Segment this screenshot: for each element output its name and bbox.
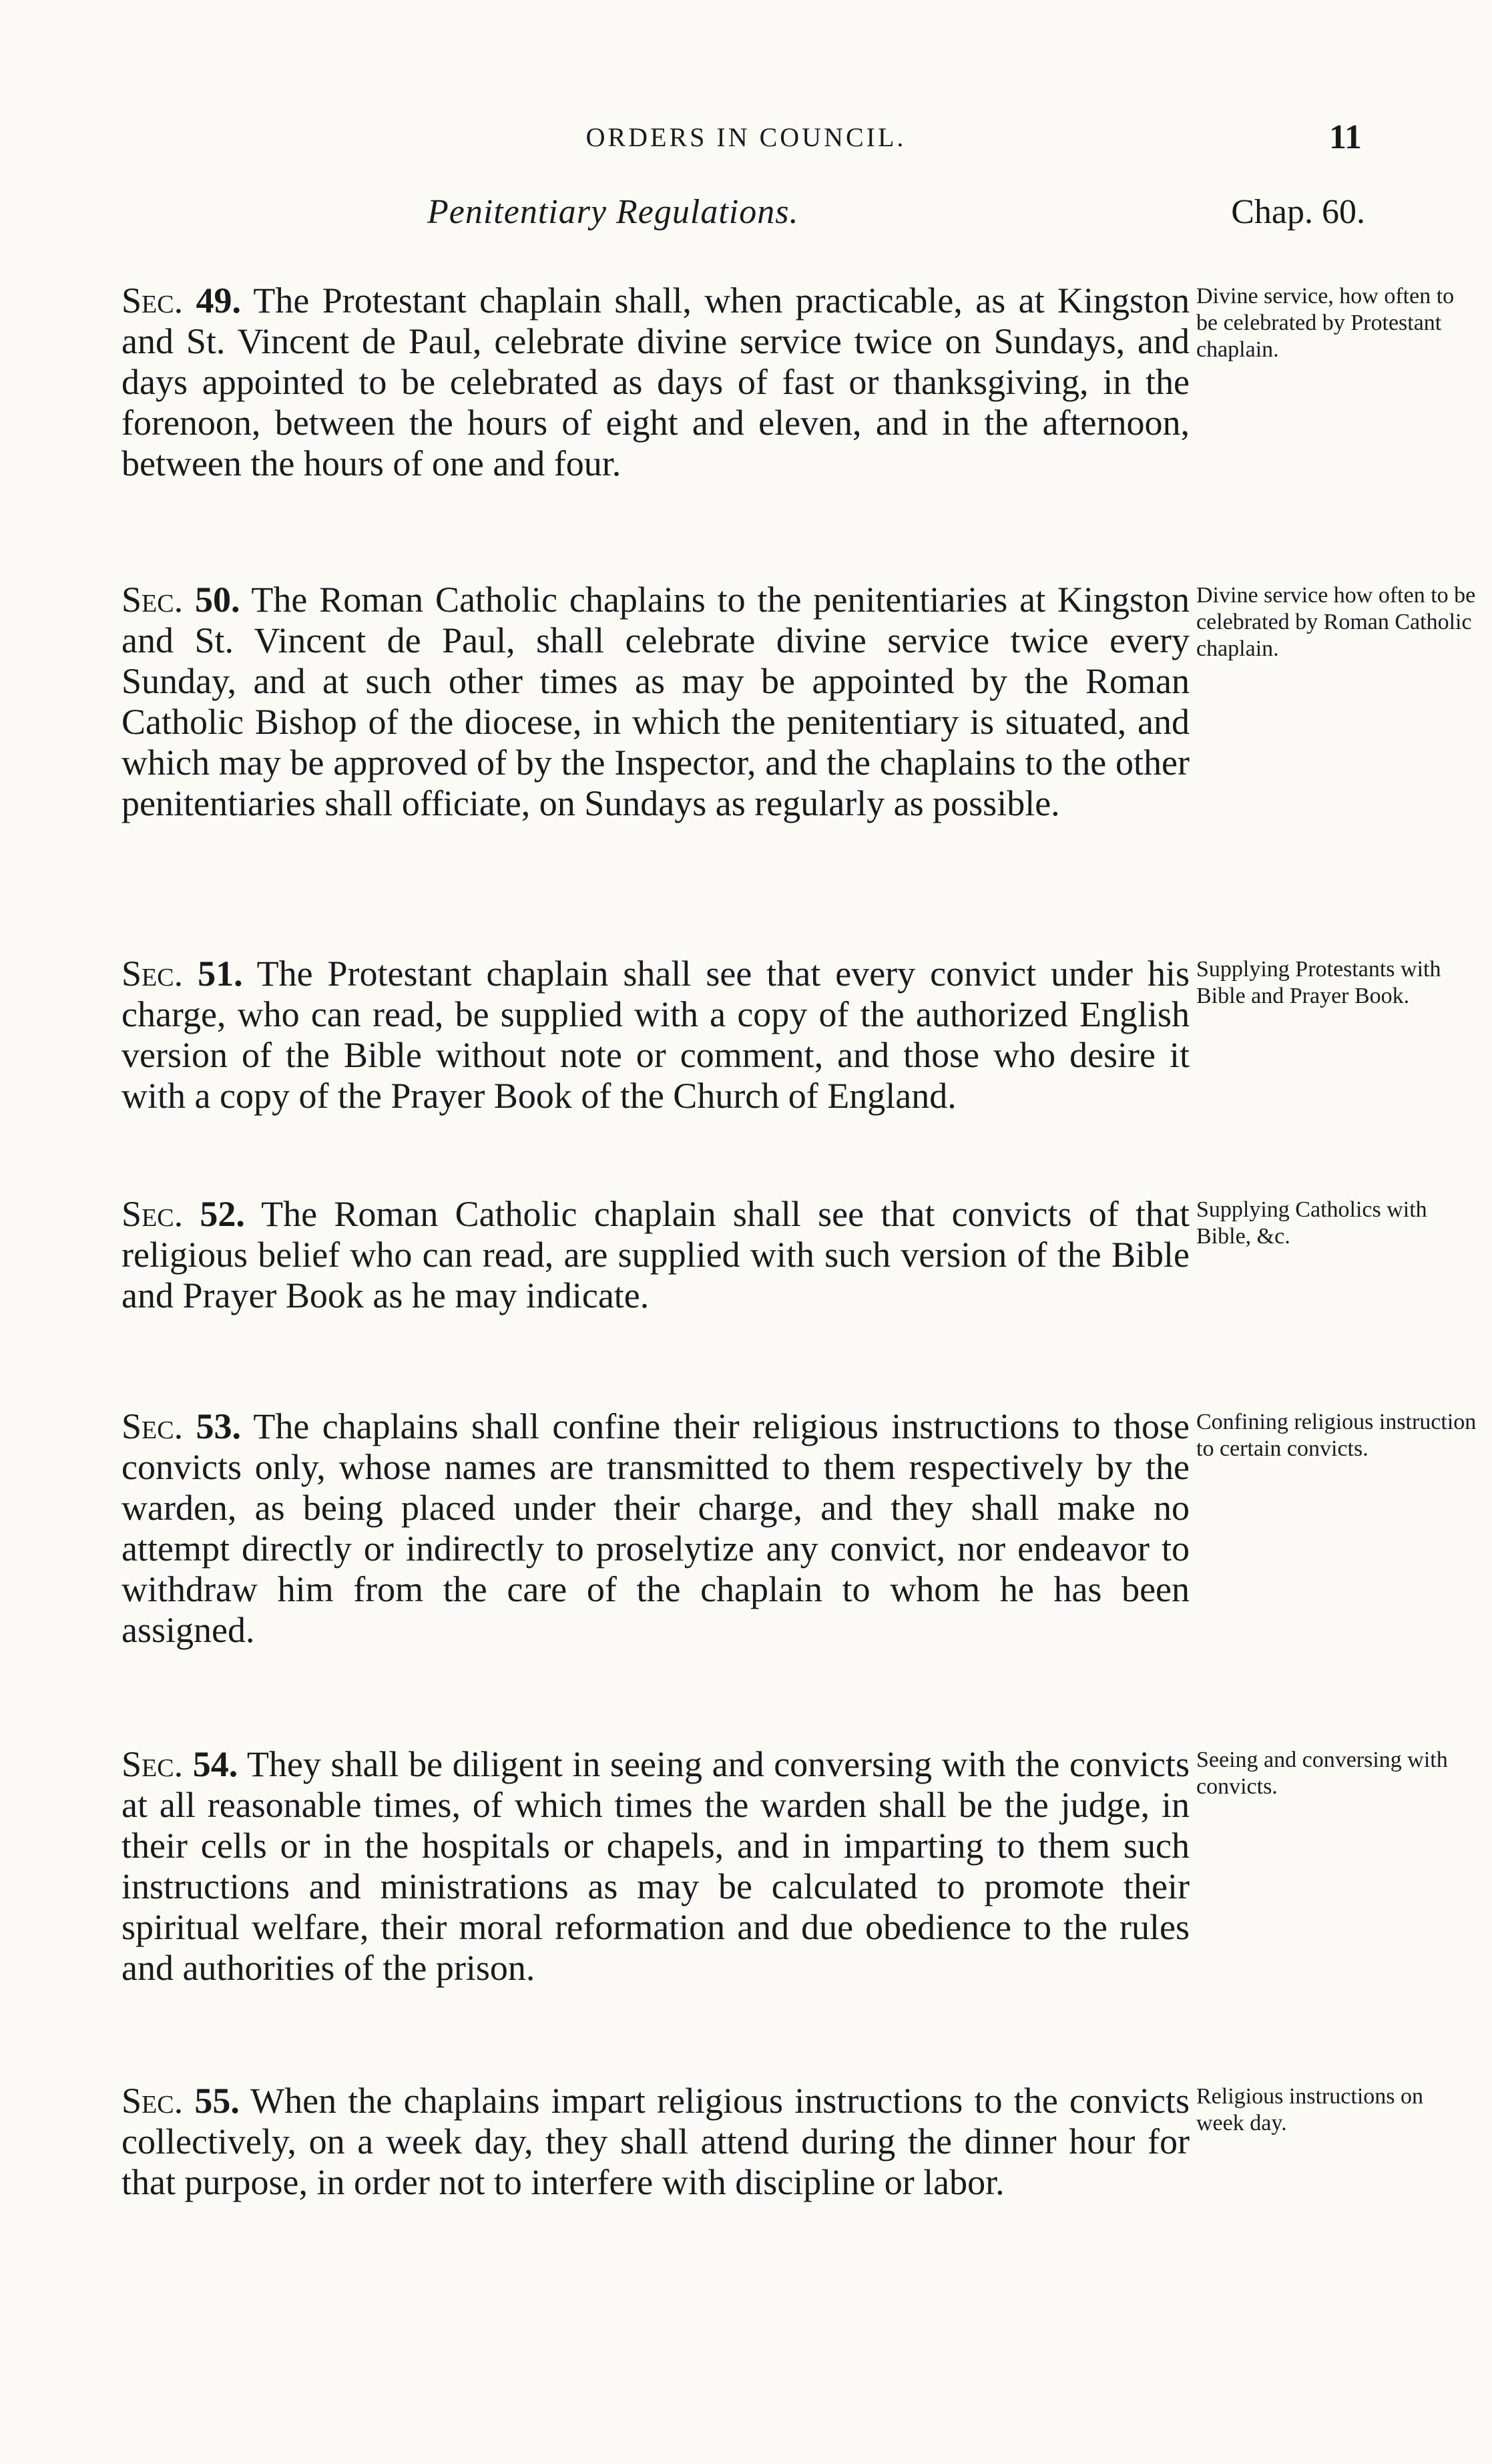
section-text: The chaplains shall confine their religious instructions to those convicts only, whose names are transmitted to them respectively by the warden, as being placed under their charge, and they shall make no attempt directly or indirectly to proselytize any convict, nor endeavor to withdraw him from the care of the chaplain to whom he has been assigned. xyxy=(121,1406,1190,1650)
margin-note: Confining religious instruction to certain convicts. xyxy=(1196,1410,1477,1461)
section-label: Sec. xyxy=(121,580,184,620)
margin-note: Supplying Protestants with Bible and Prayer Book. xyxy=(1196,957,1441,1008)
section-number: 49. xyxy=(196,280,241,321)
section-label: Sec. xyxy=(121,2081,184,2121)
section-number: 52. xyxy=(200,1194,245,1234)
section-text: The Protestant chaplain shall see that every convict under his charge, who can read, be supplied with a copy of the authorized English version of the Bible without note or comment, and those who desire it with a copy of the Prayer Book of the Church of England. xyxy=(121,954,1190,1116)
section-body xyxy=(121,1406,1190,1651)
running-head xyxy=(0,118,1492,162)
section-body xyxy=(121,580,1190,824)
section-body xyxy=(121,2081,1190,2203)
margin-note: Divine service, how often to be celebrated by Protestant chaplain. xyxy=(1196,284,1455,362)
section-body xyxy=(121,954,1190,1116)
section-number: 54. xyxy=(192,1744,238,1784)
section-label: Sec. xyxy=(121,954,184,994)
subheading xyxy=(0,192,1492,239)
section-body xyxy=(121,280,1190,484)
section-text: The Protestant chaplain shall, when practicable, as at Kingston and St. Vincent de Paul, celebrate divine service twice on Sundays, and days appointed to be celebrated as days of fast or thanksgiving, in the forenoon, between the hours of eight and eleven, and in the afternoon, between the hours of one and four. xyxy=(121,280,1190,483)
section-subtitle: Penitentiary Regulations. xyxy=(427,193,799,231)
running-title: ORDERS IN COUNCIL. xyxy=(585,122,907,152)
section-number: 50. xyxy=(194,580,240,620)
margin-note: Divine service how often to be celebrated by Roman Catholic chaplain. xyxy=(1196,583,1476,661)
margin-note: Supplying Catholics with Bible, &c. xyxy=(1196,1197,1427,1249)
section-number: 55. xyxy=(194,2081,240,2121)
chapter-label: Chap. 60. xyxy=(1231,193,1365,231)
section-number: 53. xyxy=(196,1406,241,1446)
section-body xyxy=(121,1744,1190,1989)
section-text: The Roman Catholic chaplains to the penitentiaries at Kingston and St. Vincent de Paul, shall celebrate divine service twice every Sunday, and at such other times as may be appointed by the Roman Catholic Bishop of the diocese, in which the penitentiary is situated, and which may be approved of by the Inspector, and the chaplains to the other penitentiaries shall officiate, on Sundays as regularly as possible. xyxy=(121,580,1190,823)
margin-note: Seeing and conversing with convicts. xyxy=(1196,1748,1448,1799)
section-text: When the chaplains impart religious instructions to the convicts collectively, on a week day, they shall attend during the dinner hour for that purpose, in order not to interfere with discipline or labor. xyxy=(121,2081,1190,2202)
section-label: Sec. xyxy=(121,1744,184,1784)
page-number: 11 xyxy=(1328,118,1362,156)
section-label: Sec. xyxy=(121,1194,184,1234)
section-label: Sec. xyxy=(121,1406,184,1446)
section-text: They shall be diligent in seeing and conversing with the convicts at all reasonable times, of which times the warden shall be the judge, in their cells or in the hospitals or chapels, and in imparting to them such instructions and ministrations as may be calculated to promote their spiritual welfare, their moral reformation and due obedience to the rules and authorities of the prison. xyxy=(121,1744,1190,1988)
section-label: Sec. xyxy=(121,280,184,321)
section-number: 51. xyxy=(198,954,243,994)
section-body xyxy=(121,1194,1190,1316)
margin-note: Religious instructions on week day. xyxy=(1196,2084,1423,2135)
section-text: The Roman Catholic chaplain shall see that convicts of that religious belief who can read, are supplied with such version of the Bible and Prayer Book as he may indicate. xyxy=(121,1194,1190,1315)
